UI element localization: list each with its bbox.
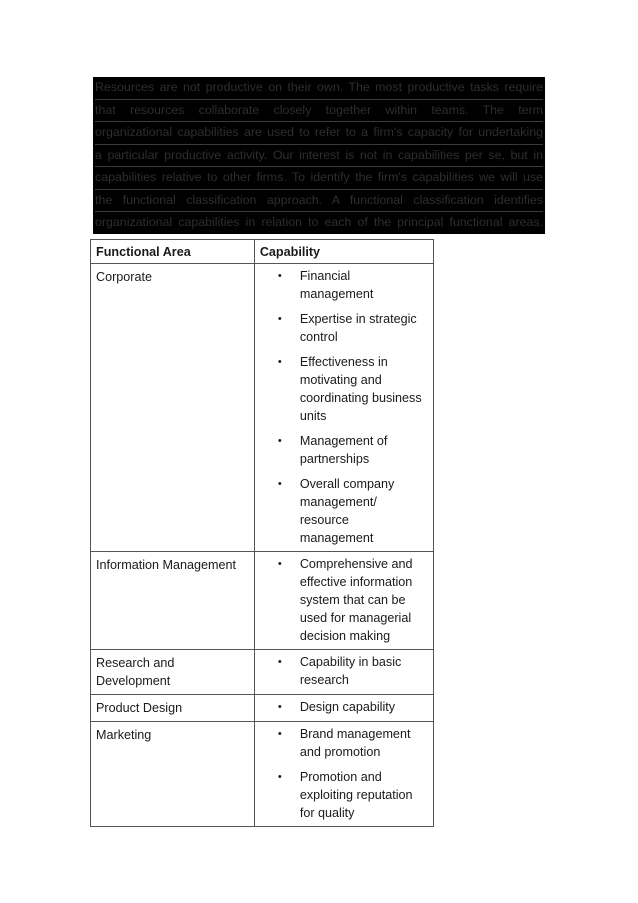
intro-paragraph — [93, 77, 545, 234]
capability-cell — [254, 264, 433, 552]
bullet-icon: • — [277, 558, 282, 570]
capability-list — [255, 653, 425, 689]
capability-list — [255, 267, 425, 547]
bullet-icon: • — [277, 771, 282, 783]
intro-line: the functional classification approach. A functional classification identifies — [95, 190, 543, 213]
capability-list — [255, 725, 425, 822]
area-cell: Research and Development — [91, 650, 255, 695]
intro-line: that resources collaborate closely together within teams. The term — [95, 100, 543, 123]
header-functional-area: Functional Area — [91, 240, 255, 264]
table-header-row — [91, 240, 434, 264]
capability-text: Promotion and exploiting reputation for quality — [299, 770, 413, 820]
bullet-icon: • — [277, 435, 282, 447]
capability-text: Design capability — [299, 700, 396, 714]
capability-cell — [254, 650, 433, 695]
list-item — [255, 267, 425, 303]
capabilities-table — [90, 239, 434, 827]
intro-line: a particular productive activity. Our interest is not in capabilities per se, but in — [95, 145, 543, 168]
area-cell: Product Design — [91, 695, 255, 722]
capability-text: Management of partnerships — [299, 434, 388, 466]
list-item — [255, 310, 425, 346]
bullet-icon: • — [277, 656, 282, 668]
capability-text: Comprehensive and effective information system that can be used for managerial decision making — [299, 557, 413, 643]
list-item — [255, 768, 425, 822]
table-row — [91, 722, 434, 827]
list-item — [255, 555, 425, 645]
intro-line: capabilities relative to other firms. To identify the firm's capabilities we will use — [95, 167, 543, 190]
capability-cell — [254, 552, 433, 650]
bullet-icon: • — [277, 701, 282, 713]
area-cell: Information Management — [91, 552, 255, 650]
list-item — [255, 475, 425, 547]
list-item — [255, 698, 425, 716]
intro-line: organizational capabilities are used to refer to a firm's capacity for undertaking — [95, 122, 543, 145]
area-cell: Corporate — [91, 264, 255, 552]
capability-list — [255, 698, 425, 716]
bullet-icon: • — [277, 478, 282, 490]
capability-list — [255, 555, 425, 645]
capability-cell — [254, 695, 433, 722]
area-cell: Marketing — [91, 722, 255, 827]
intro-line: organizational capabilities in relation to each of the principal functional areas. — [95, 215, 543, 229]
list-item — [255, 432, 425, 468]
capability-cell — [254, 722, 433, 827]
capability-text: Effectiveness in motivating and coordinating business units — [299, 355, 422, 423]
list-item — [255, 653, 425, 689]
list-item — [255, 353, 425, 425]
table-row — [91, 695, 434, 722]
intro-line: Resources are not productive on their own. The most productive tasks require — [95, 77, 543, 100]
table-row — [91, 264, 434, 552]
header-capability: Capability — [254, 240, 433, 264]
capability-text: Expertise in strategic control — [299, 312, 417, 344]
bullet-icon: • — [277, 356, 282, 368]
capability-text: Capability in basic research — [299, 655, 402, 687]
table-row — [91, 552, 434, 650]
bullet-icon: • — [277, 728, 282, 740]
list-item — [255, 725, 425, 761]
bullet-icon: • — [277, 313, 282, 325]
table-row — [91, 650, 434, 695]
capability-text: Financial management — [299, 269, 374, 301]
capability-text: Brand management and promotion — [299, 727, 411, 759]
capability-text: Overall company management/ resource management — [299, 477, 395, 545]
bullet-icon: • — [277, 270, 282, 282]
